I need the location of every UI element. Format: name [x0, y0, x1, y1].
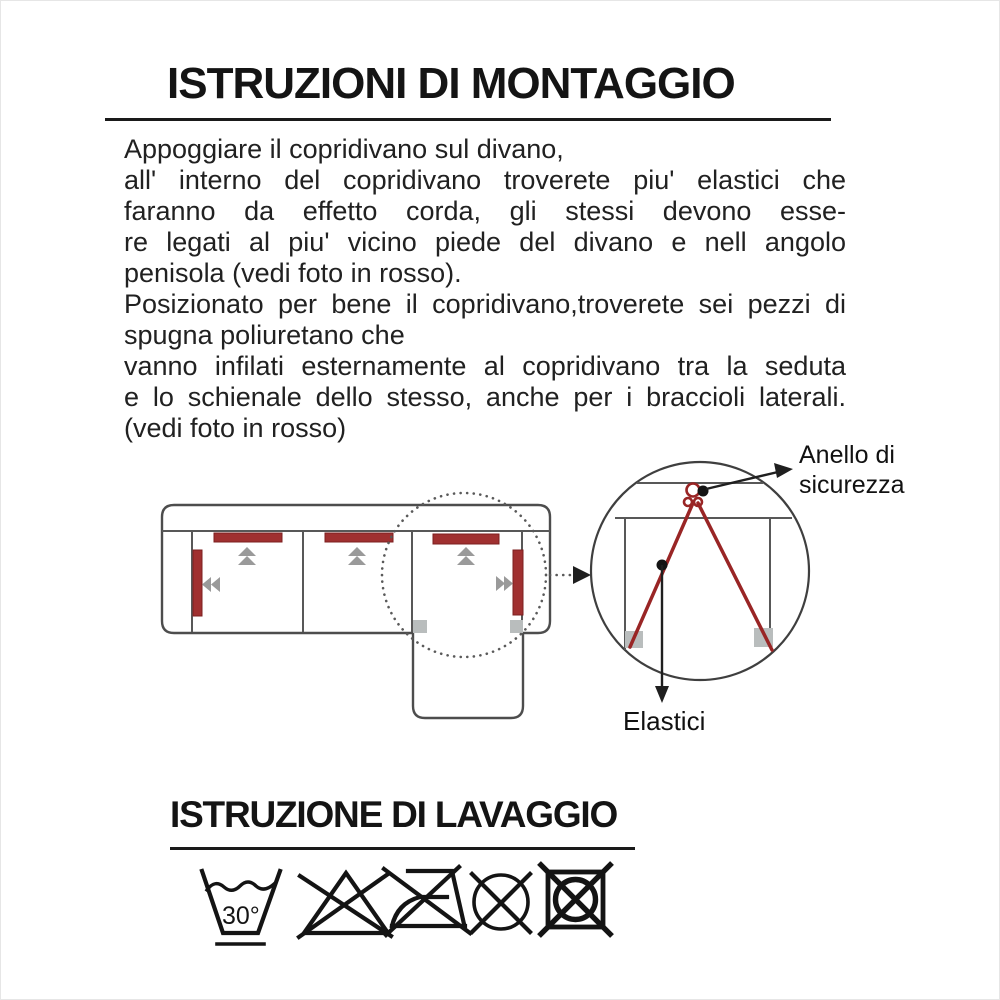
- anello-callout-arrowhead: [774, 463, 793, 478]
- foam-strip-chaise: [433, 534, 499, 544]
- foam-strip-seat1: [214, 533, 282, 542]
- foam-strip-seat2: [325, 533, 393, 542]
- elastici-callout-arrowhead: [655, 686, 669, 703]
- up-arrow-icon: [457, 547, 475, 565]
- anello-di-sicurezza-label: [799, 440, 905, 500]
- foam-strip-right-arm: [513, 550, 523, 615]
- paragraph-line: e lo schienale dello stesso, anche per i braccioli laterali.: [124, 382, 846, 412]
- do-not-bleach-icon: [299, 873, 391, 937]
- lavaggio-title: ISTRUZIONE DI LAVAGGIO: [170, 794, 618, 835]
- lavaggio-title-divider: [170, 847, 635, 850]
- sofa-foot: [413, 620, 427, 633]
- tie-point-dot: [698, 486, 709, 497]
- paragraph-line: all' interno del copridivano troverete piu' elastici che: [124, 165, 846, 195]
- do-not-dry-clean-icon: [472, 874, 530, 932]
- paragraph-line: Appoggiare il copridivano sul divano,: [124, 134, 564, 164]
- right-arrow-icon: [496, 576, 513, 591]
- sofa-foot: [510, 620, 523, 633]
- elastici-label: Elastici: [623, 706, 706, 736]
- paragraph-line: (vedi foto in rosso): [124, 413, 347, 443]
- paragraph-line: re legati al piu' vicino piede del divano e nell angolo: [124, 227, 846, 257]
- zoom-pointer-arrowhead: [573, 566, 591, 584]
- anello-label-line1: Anello di: [799, 441, 895, 469]
- up-arrow-icon: [348, 547, 366, 565]
- paragraph-line: faranno da effetto corda, gli stessi devono esse-: [124, 196, 846, 226]
- insert-arrows: [202, 547, 513, 592]
- montaggio-title: ISTRUZIONI DI MONTAGGIO: [167, 59, 735, 108]
- wash-30-icon: [202, 871, 280, 944]
- detail-circle-view: [591, 462, 809, 703]
- wash-temperature-label: 30°: [222, 902, 260, 930]
- up-arrow-icon: [238, 547, 256, 565]
- paragraph-line: vanno infilati esternamente al copridivano tra la seduta: [124, 351, 846, 381]
- foam-strip-left-arm: [193, 550, 202, 616]
- paragraph-line: penisola (vedi foto in rosso).: [124, 258, 462, 288]
- paragraph-line: Posizionato per bene il copridivano,troverete sei pezzi di: [124, 289, 846, 319]
- left-arrow-icon: [202, 577, 220, 592]
- do-not-iron-icon: [384, 867, 470, 935]
- anello-label-line2: sicurezza: [799, 471, 905, 499]
- sofa-top-view: [162, 493, 591, 718]
- washing-symbols: [202, 863, 612, 944]
- paragraph-line: spugna poliuretano che: [124, 320, 405, 350]
- do-not-tumble-dry-icon: [539, 863, 612, 936]
